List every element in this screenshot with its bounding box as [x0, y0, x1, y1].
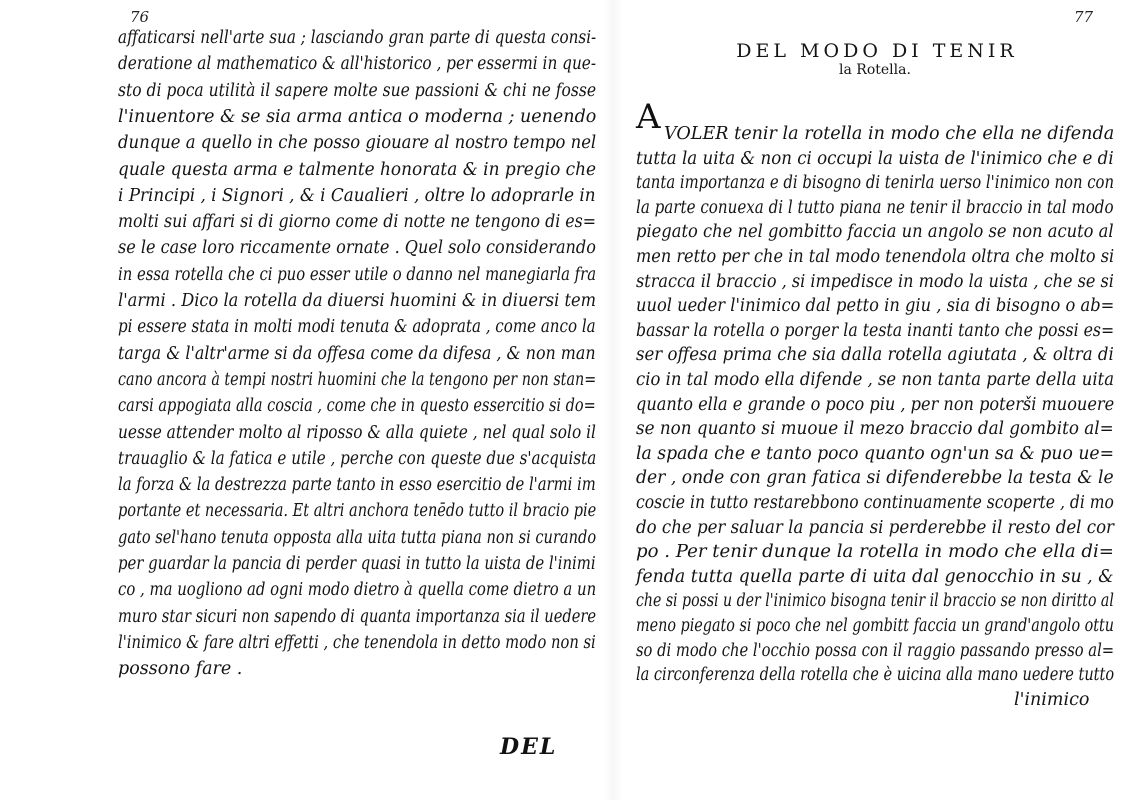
text-line: affaticarsi nell'arte sua ; lasciando gran parte di questa consi-	[118, 28, 597, 48]
text-line: uuol ueder l'inimico dal petto in giu , sia di bisogno o ab=	[636, 296, 1115, 317]
text-line: per guardar la pancia di perder quasi in tutto la uista de l'inimi	[118, 554, 596, 574]
text-line: dunque a quello in che posso giouare al nostro tempo nel	[118, 133, 597, 154]
catchword: DEL	[500, 734, 558, 760]
text-line: piegato che nel gombitto faccia un angolo se non acuto al	[636, 222, 1114, 243]
text-line: gato sel'hano tenuta opposta alla uita tutta piana non si curando	[118, 527, 597, 548]
text-line: uesse attender molto al riposso & alla quiete , nel qual solo il	[118, 422, 596, 443]
text-line: trauaglio & la fatica e utile , perche con queste due s'acquista	[118, 448, 597, 469]
text-line: l'inuentore & se sia arma antica o moderna ; uenendo	[118, 106, 597, 127]
page-number-right: 77	[1074, 8, 1094, 26]
text-line: so di modo che l'occhio possa con il raggio passando presso al=	[636, 640, 1115, 661]
text-line: meno piegato si poco che nel gombitt faccia un grand'angolo ottu	[636, 616, 1115, 636]
text-line: targa & l'altr'arme si da offesa come da difesa , & non man	[118, 343, 596, 364]
text-line: muro star sicuri non sapendo di quanta importanza sia il uedere	[118, 606, 597, 627]
text-line: stracca il braccio , si impedisce in modo la uista , che se si	[636, 271, 1114, 292]
text-line: men retto per che in tal modo tenendola oltra che molto si	[636, 247, 1115, 267]
text-line: la forza & la destrezza parte tanto in esso esercitio de l'armi im	[118, 475, 596, 496]
text-line: cio in tal modo ella difende , se non tanta parte della uita	[636, 370, 1115, 390]
text-line: do che per saluar la pancia si perderebbe il resto del cor	[636, 517, 1114, 538]
text-line: co , ma uogliono ad ogni modo dietro à quella come dietro a un	[118, 580, 597, 601]
text-line: l'inimico	[1014, 689, 1090, 710]
text-line: cano ancora à tempi nostri huomini che la tengono per non stan=	[118, 369, 597, 390]
text-line: bassar la rotella o porger la testa inanti tanto che possi es=	[636, 320, 1115, 341]
text-line: quale questa arma e talmente honorata & in pregio che	[118, 159, 597, 180]
text-line: l'armi . Dico la rotella da diuersi huomini & in diuersi tem	[118, 291, 597, 311]
text-line: se non quanto si muoue il mezo braccio dal gombito al=	[636, 419, 1114, 440]
text-line: in essa rotella che ci puo esser utile o danno nel manegiarla fra	[118, 264, 597, 285]
book-gutter	[604, 0, 622, 800]
text-line: pi essere stata in molti modi tenuta & adoprata , come anco la	[118, 317, 596, 338]
text-line: der , onde con gran fatica si difenderebbe la testa & le	[636, 468, 1114, 489]
text-line: la spada che e tanto poco quanto ogn'un sa & puo ue=	[636, 443, 1115, 464]
text-line: carsi appogiata alla coscia , come che in questo essercitio si do=	[118, 396, 596, 417]
text-line: la circonferenza della rotella che è uicina alla mano uedere tutto	[636, 665, 1115, 686]
text-line: deratione al mathematico & all'historico , per essermi in que-	[118, 54, 597, 75]
page-number-left: 76	[130, 8, 150, 26]
text-line: che si possi u der l'inimico bisogna tenir il braccio se non diritto al	[636, 591, 1114, 612]
text-line: quanto ella e grande o poco piu , per non poterši muouere	[636, 394, 1115, 415]
text-line: VOLER tenir la rotella in modo che ella ne difenda	[664, 124, 1115, 144]
text-line: ser offesa prima che sia dalla rotella agiutata , & oltra di	[636, 345, 1114, 366]
text-line: la parte conuexa di l tutto piana ne tenir il braccio in tal modo	[636, 197, 1114, 218]
text-line: se le case loro riccamente ornate . Quel solo considerando	[118, 238, 596, 259]
drop-cap: A	[636, 97, 661, 137]
text-line: tanta importanza e di bisogno di tenirla uerso l'inimico non con	[636, 173, 1115, 194]
chapter-subheading: la Rotella.	[839, 62, 911, 78]
text-line: po . Per tenir dunque la rotella in modo che ella di=	[636, 542, 1114, 563]
text-line: tutta la uita & non ci occupi la uista de l'inimico che e di	[636, 148, 1114, 169]
text-line: i Principi , i Signori , & i Caualieri , oltre lo adoprarle in	[118, 185, 596, 206]
text-line: fenda tutta quella parte di uita dal genocchio in su , &	[636, 566, 1114, 587]
text-line: molti sui affari si di giorno come di notte ne tengono di es=	[118, 212, 597, 233]
text-line: sto di poca utilità il sapere molte sue passioni & chi ne fosse	[118, 80, 597, 101]
text-line: possono fare .	[118, 659, 243, 680]
text-line: l'inimico & fare altri effetti , che tenendola in detto modo non si	[118, 632, 596, 653]
chapter-heading: DEL MODO DI TENIR	[736, 40, 1018, 62]
text-line: portante et necessaria. Et altri anchora tenēdo tutto il bracio pie	[118, 501, 597, 522]
text-line: coscie in tutto restarebbono continuamente scoperte , di mo	[636, 493, 1114, 513]
